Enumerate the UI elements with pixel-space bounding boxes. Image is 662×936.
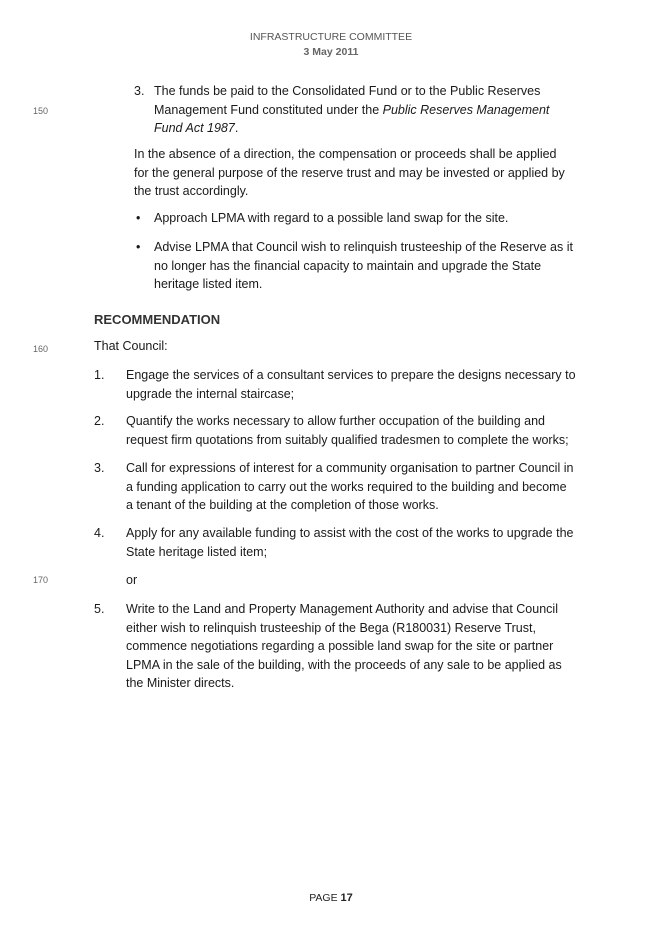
line-number-150: 150 xyxy=(33,106,49,116)
recommendation-number: 4. xyxy=(94,526,105,540)
recommendation-item: Quantify the works necessary to allow further occupation of the building and request firm quotations from suitably qualified tradesmen to complete the works; xyxy=(126,414,569,447)
or-connector: or xyxy=(126,573,138,587)
absence-paragraph: In the absence of a direction, the compensation or proceeds shall be applied for the general purpose of the reserve trust and may be invested or applied by the trust accordingly. xyxy=(134,147,565,198)
recommendation-number: 3. xyxy=(94,461,105,475)
line-number-170: 170 xyxy=(33,575,49,585)
recommendation-number: 5. xyxy=(94,602,105,616)
recommendation-heading: RECOMMENDATION xyxy=(94,312,221,327)
recommendation-item: Apply for any available funding to assist with the cost of the works to upgrade the State heritage listed item; xyxy=(126,526,574,559)
line-number-160: 160 xyxy=(33,344,49,354)
page-number: 17 xyxy=(340,892,353,904)
recommendation-item: Engage the services of a consultant services to prepare the designs necessary to upgrade the internal staircase; xyxy=(126,368,576,401)
meeting-date: 3 May 2011 xyxy=(303,46,359,58)
recommendation-intro: That Council: xyxy=(94,339,168,353)
recommendation-item: Write to the Land and Property Management Authority and advise that Council either wish to relinquish trusteeship of the Bega (R180031) Reserve Trust, commence negotiations regarding a possible land swap for the site or partner LPMA in the sale of the building, with the proceeds of any sale to be applied as the Minister directs. xyxy=(126,602,562,690)
funds-paragraph: The funds be paid to the Consolidated Fund or to the Public Reserves Management Fund constituted under the Public Reserves Management Fund Act 1987. xyxy=(154,84,550,135)
page-footer xyxy=(0,892,662,904)
committee-header: INFRASTRUCTURE COMMITTEE xyxy=(249,31,413,43)
page-label: PAGE xyxy=(309,892,338,904)
recommendation-item: Call for expressions of interest for a community organisation to partner Council in a funding application to carry out the works required to the building and become a tenant of the building at the completion of those works. xyxy=(126,461,574,512)
recommendation-number: 2. xyxy=(94,414,105,428)
recommendation-number: 1. xyxy=(94,368,105,382)
bullet-icon: • xyxy=(136,240,141,254)
bullet-item: Approach LPMA with regard to a possible land swap for the site. xyxy=(154,211,509,225)
bullet-icon: • xyxy=(136,211,141,225)
item-number: 3. xyxy=(134,84,145,98)
act-name: Public Reserves Management Fund Act 1987 xyxy=(154,102,550,135)
bullet-item: Advise LPMA that Council wish to relinquish trusteeship of the Reserve as it no longer has the financial capacity to maintain and upgrade the State heritage listed item. xyxy=(154,240,573,291)
